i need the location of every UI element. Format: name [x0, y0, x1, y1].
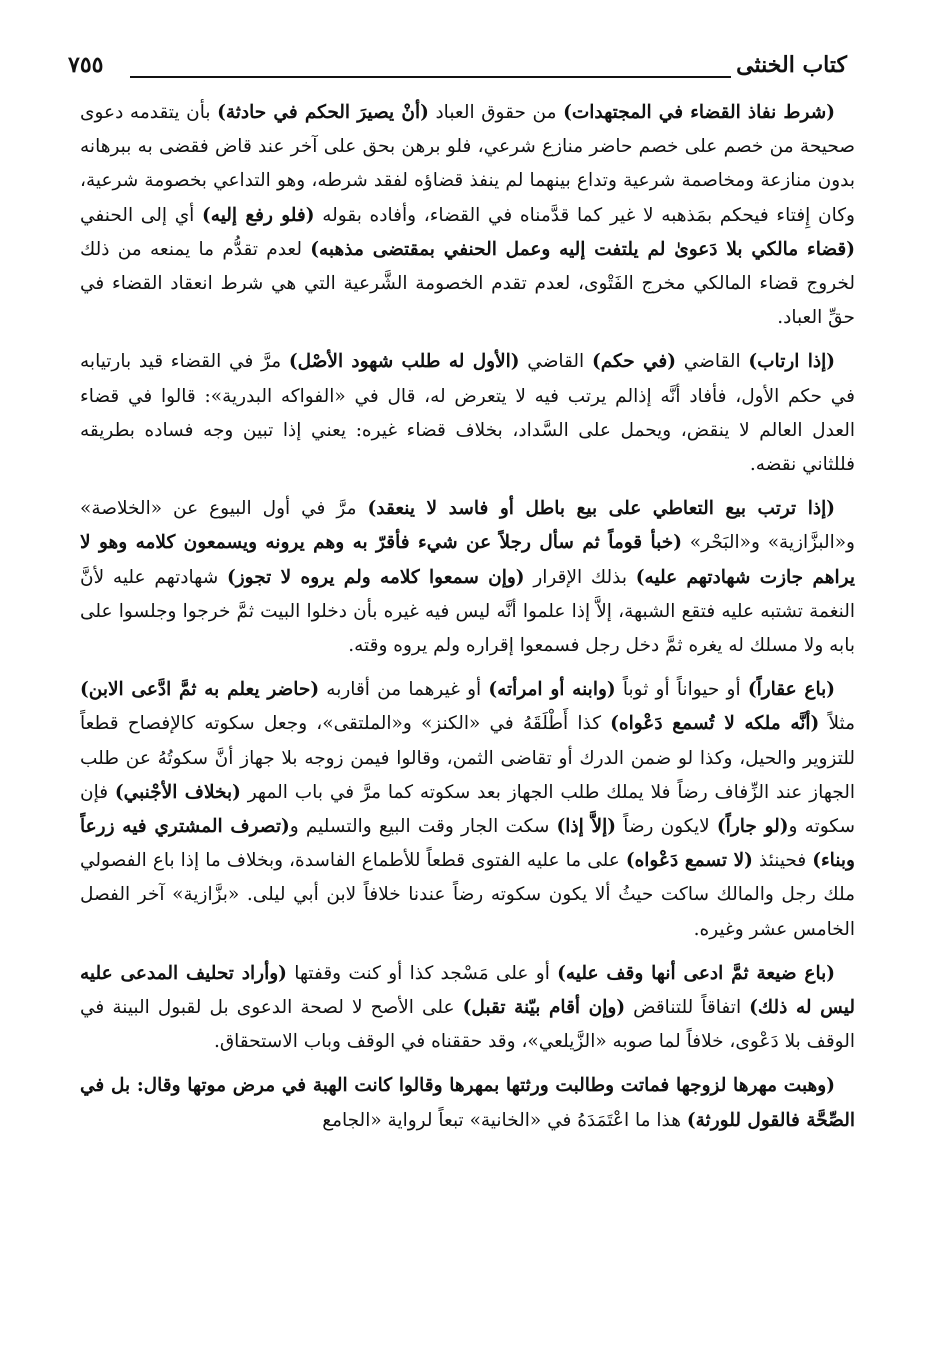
- commentary-text: فحينئذ: [752, 850, 813, 872]
- chapter-title: كتاب الخنثى: [736, 52, 847, 78]
- bold-matn-text: (إذا ترتب بيع التعاطي على بيع باطل أو فاسد لا ينعقد): [367, 498, 836, 520]
- bold-matn-text: (خبأ قوماً ثم سأل رجلاً عن شيء فأقرّ به وهم يرونه ويسمعون كلامه وهو لا يراهم جازت شهادتهم عليه): [80, 532, 855, 588]
- commentary-text: مثلاً: [819, 713, 855, 735]
- bold-matn-text: (الأول له طلب شهود الأصْل): [288, 351, 520, 373]
- commentary-text: القاضي: [519, 351, 592, 373]
- bold-matn-text: (بخلاف الأجْنبي): [114, 781, 241, 803]
- commentary-text: لايكون رضاً: [616, 816, 717, 838]
- commentary-text: سكت الجار وقت البيع والتسليم و: [289, 816, 557, 838]
- commentary-text: أي إلى الحنفي: [80, 204, 203, 226]
- commentary-text: شهادتهم عليه لأنَّ النغمة تشتبه عليه فتقع الشبهة، إلاَّ إذا علموا أنَّه ليس فيه غيره بأن دخلوا البيت ثمَّ خرجوا وجلسوا على بابه ولا مسلك له يغره ثمَّ دخل رجل فسمعوا إقراره ولم يروه وقته.: [80, 566, 855, 657]
- commentary-text: فإن سكوته و: [80, 781, 855, 838]
- bold-matn-text: (في حكم): [591, 351, 676, 373]
- commentary-text: أو على مَسْجد كذا أو كنت وقفتها: [286, 962, 558, 984]
- bold-matn-text: (إذا ارتاب): [748, 351, 835, 373]
- bold-matn-text: (وإن سمعوا كلامه ولم يروه لا تجوز): [226, 566, 525, 588]
- commentary-text: أو غيرهما من أقاربه: [319, 679, 489, 701]
- header-rule: [130, 76, 731, 78]
- bold-matn-text: (لا تسمع دَعْواه): [625, 850, 753, 872]
- running-header: [68, 46, 847, 86]
- commentary-text: كذا أَطْلَقَهُ في «الكنز» و«الملتقى»، وجعل سكوته كالإفصاح قطعاً للتزوير والحيل، وكذا لو ضمن الدرك أو تقاضى الثمن، وقالوا فيمن زوجه بلا جهاز أنَّ سكوتُهُ عن طلب الجهاز عند الزِّفاف رضاً فلا يملك طلب الجهاز بعد سكوته كما مرَّ في باب المهر: [80, 713, 855, 803]
- bold-matn-text: (فلو رفع إليه): [202, 204, 315, 226]
- commentary-text: مرَّ في القضاء قيد بارتيابه في حكم الأول، فأفاد أنَّه إذالم يرتب فيه لا يتعرض له، قال في «الفواكه البدرية»: قالوا في قضاء العدل العالم لا ينقض، ويحمل على السَّداد، بخلاف قضاء غيره: يعني إذا تبين وجه فساده بطريقه فللثاني نقضه.: [80, 351, 855, 476]
- page-number: ٧٥٥: [68, 52, 104, 78]
- bold-matn-text: (تصرف المشتري فيه زرعاً وبناء): [80, 816, 855, 872]
- paragraph: [80, 96, 855, 335]
- bold-matn-text: (إلاَّ إذا): [556, 816, 616, 838]
- bold-matn-text: (أنْ يصيرَ الحكم في حادثة): [217, 102, 429, 123]
- bold-matn-text: (لو جاراً): [716, 816, 789, 838]
- bold-matn-text: (شرط نفاذ القضاء في المجتهدات): [563, 102, 835, 123]
- commentary-text: من حقوق العباد: [428, 102, 564, 123]
- bold-matn-text: (باع عقاراً): [747, 679, 836, 701]
- commentary-text: اتفاقاً للتناقض: [625, 997, 750, 1019]
- paragraph: [80, 492, 855, 663]
- bold-matn-text: (باع ضيعة ثمَّ ادعى أنها وقف عليه): [557, 962, 836, 984]
- paragraph: [80, 1069, 855, 1137]
- commentary-text: بذلك الإقرار: [524, 566, 636, 588]
- bold-matn-text: (وإن أقام بيّنة تقبل): [462, 997, 626, 1019]
- commentary-text: على الأصح لا لصحة الدعوى بل لقبول البينة في الوقف بلا دَعْوى، خلافاً لما صوبه «الزَّيلعي»، وقد حققناه في الوقف وباب الاستحقاق.: [80, 997, 855, 1053]
- commentary-text: القاضي: [675, 351, 749, 373]
- commentary-text: على ما عليه الفتوى قطعاً للأطماع الفاسدة، وبخلاف ما إذا باع الفصولي ملك رجل والمالك ساكت حيثُ ألا يكون سكوته رضاً عندنا خلافاً لابن أبي ليلى. «بزَّازية» آخر الفصل الخامس عشر وغيره.: [80, 850, 855, 940]
- commentary-text: هذا ما اعْتَمَدَهُ في «الخانية» تبعاً لرواية «الجامع: [322, 1109, 687, 1131]
- paragraph: [80, 673, 855, 947]
- bold-matn-text: (وهبت مهرها لزوجها فماتت وطالبت ورثتها بمهرها وقالوا كانت الهبة في مرض موتها وقال: بل في الصِّحَّة فالقول للورثة): [80, 1075, 855, 1131]
- paragraph: [80, 345, 855, 482]
- bold-matn-text: (أنَّه ملكه لا تُسمع دَعْواه): [610, 713, 820, 735]
- paragraph: [80, 957, 855, 1060]
- body-text: [80, 96, 855, 1346]
- commentary-text: بأن يتقدمه دعوى صحيحة من خصم على خصم حاضر منازع شرعي، فلو برهن بحق على آخر عند قاض فقضى به ببرهانه بدون منازعة ومخاصمة شرعية وتداع بينهما لم ينفذ قضاؤه لفقد شرطه، وهو التداعي بخصومة شرعية، وكان إِفتاء فيحكم بمَذهبه لا غير كما قدَّمناه في القضاء، وأفاده بقوله: [80, 102, 855, 226]
- bold-matn-text: (قضاء مالكي بلا دَعوىٰ لم يلتفت إليه وعمل الحنفي بمقتضى مذهبه): [310, 238, 855, 260]
- commentary-text: لعدم تقدُّم ما يمنعه من ذلك لخروج قضاء المالكي مخرج الفَتْوى، لعدم تقدم الخصومة الشَّرعية التي هي شرط انعقاد القضاء في حقِّ العباد.: [80, 238, 855, 329]
- bold-matn-text: (حاضر يعلم به ثمَّ ادَّعى الابن): [80, 679, 320, 701]
- bold-matn-text: (وابنه أو امرأته): [488, 679, 616, 701]
- commentary-text: أو حيواناً أو ثوباً: [615, 679, 748, 701]
- bold-matn-text: (وأراد تحليف المدعى عليه ليس له ذلك): [80, 962, 855, 1019]
- commentary-text: مرَّ في أول البيوع عن «الخلاصة» و«البزَّازية» و«البَحْر»: [80, 498, 855, 554]
